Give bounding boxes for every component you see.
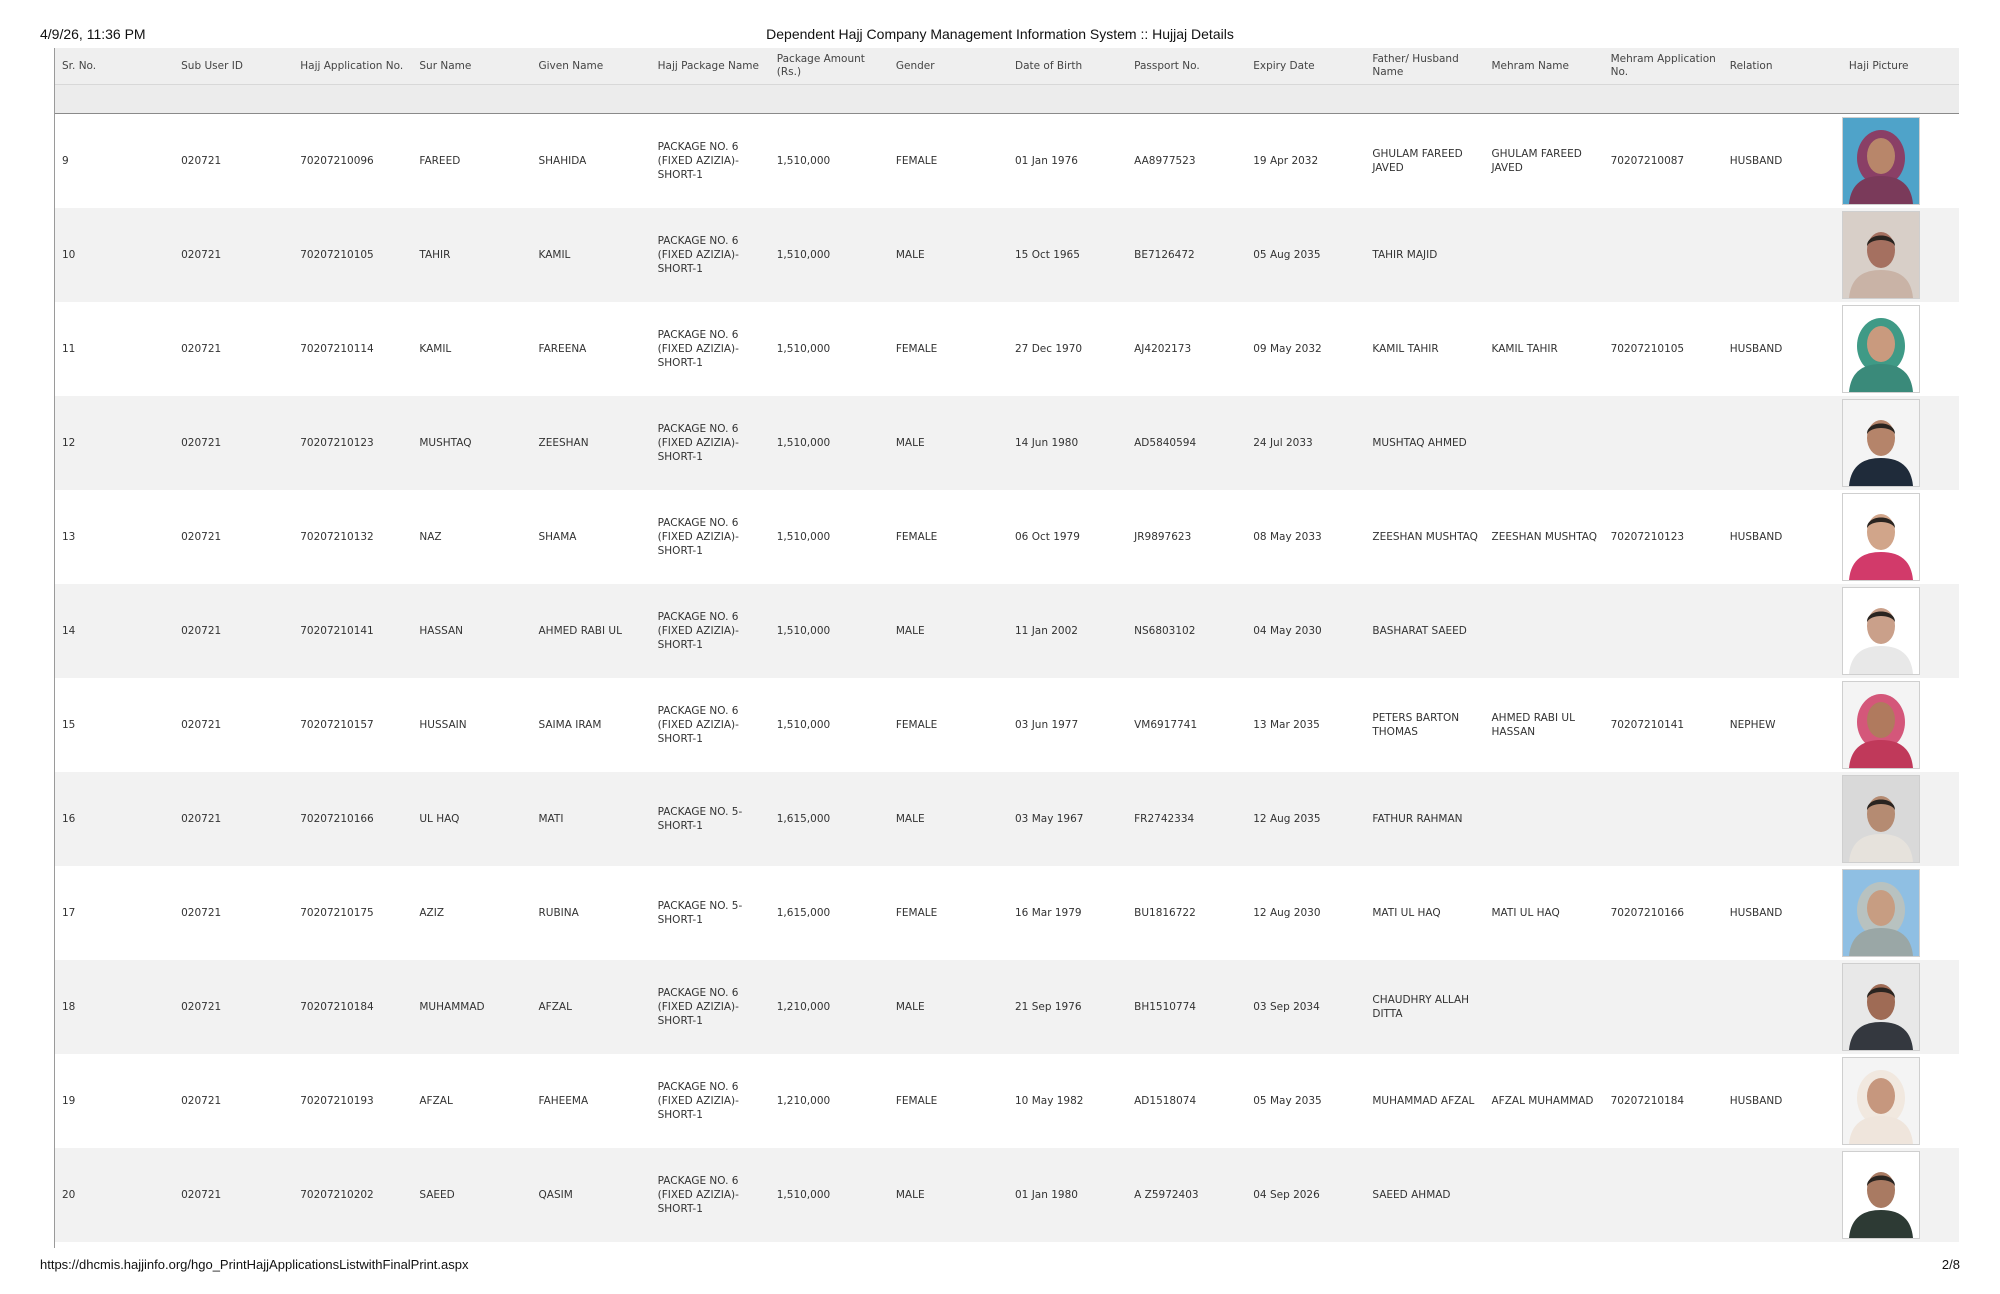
cell-application-no: 70207210184 (293, 960, 412, 1054)
column-header-sr-no: Sr. No. (55, 48, 174, 85)
cell-haji-picture (1842, 396, 1959, 490)
cell-application-no: 70207210202 (293, 1148, 412, 1242)
cell-mehram-application-no: 70207210087 (1604, 114, 1723, 209)
cell-relation (1723, 208, 1842, 302)
cell-mehram-name: AFZAL MUHAMMAD (1485, 1054, 1604, 1148)
cell-given-name: AHMED RABI UL (532, 584, 651, 678)
cell-mehram-name: MATI UL HAQ (1485, 866, 1604, 960)
haji-portrait-image (1843, 588, 1919, 674)
cell-date-of-birth: 27 Dec 1970 (1008, 302, 1127, 396)
cell-mehram-application-no: 70207210123 (1604, 490, 1723, 584)
cell-given-name: FAREENA (532, 302, 651, 396)
cell-given-name: SHAMA (532, 490, 651, 584)
cell-package-amount: 1,510,000 (770, 208, 889, 302)
cell-gender: FEMALE (889, 1054, 1008, 1148)
cell-sur-name: AFZAL (412, 1054, 531, 1148)
cell-haji-picture (1842, 208, 1959, 302)
table-header-row (55, 48, 1959, 85)
haji-photo (1842, 399, 1920, 487)
cell-sub-user-id: 020721 (174, 678, 293, 772)
cell-father-husband-name: CHAUDHRY ALLAH DITTA (1365, 960, 1484, 1054)
cell-package-amount: 1,510,000 (770, 302, 889, 396)
cell-sr-no: 17 (55, 866, 174, 960)
cell-expiry-date: 19 Apr 2032 (1246, 114, 1365, 209)
cell-mehram-application-no (1604, 584, 1723, 678)
column-header-expiry-date: Expiry Date (1246, 48, 1365, 85)
cell-passport-no: AA8977523 (1127, 114, 1246, 209)
column-header-package-amount: Package Amount (Rs.) (770, 48, 889, 85)
cell-application-no: 70207210123 (293, 396, 412, 490)
cell-mehram-application-no: 70207210105 (1604, 302, 1723, 396)
cell-father-husband-name: MUHAMMAD AFZAL (1365, 1054, 1484, 1148)
cell-sub-user-id: 020721 (174, 866, 293, 960)
cell-package-name: PACKAGE NO. 6 (FIXED AZIZIA)-SHORT-1 (651, 1054, 770, 1148)
cell-sr-no: 11 (55, 302, 174, 396)
cell-date-of-birth: 06 Oct 1979 (1008, 490, 1127, 584)
cell-package-amount: 1,510,000 (770, 1148, 889, 1242)
haji-photo (1842, 963, 1920, 1051)
table-row (55, 1148, 1959, 1242)
cell-father-husband-name: SAEED AHMAD (1365, 1148, 1484, 1242)
haji-portrait-image (1843, 1152, 1919, 1238)
column-header-mehram-application-no: Mehram Application No. (1604, 48, 1723, 85)
haji-photo (1842, 1057, 1920, 1145)
cell-package-name: PACKAGE NO. 6 (FIXED AZIZIA)-SHORT-1 (651, 490, 770, 584)
cell-gender: MALE (889, 772, 1008, 866)
cell-date-of-birth: 03 May 1967 (1008, 772, 1127, 866)
cell-sub-user-id: 020721 (174, 1054, 293, 1148)
cell-given-name: MATI (532, 772, 651, 866)
cell-given-name: ZEESHAN (532, 396, 651, 490)
cell-expiry-date: 12 Aug 2035 (1246, 772, 1365, 866)
cell-relation (1723, 960, 1842, 1054)
table-row (55, 866, 1959, 960)
cell-sur-name: SAEED (412, 1148, 531, 1242)
cell-sur-name: HASSAN (412, 584, 531, 678)
cell-application-no: 70207210114 (293, 302, 412, 396)
table-row (55, 584, 1959, 678)
cell-application-no: 70207210166 (293, 772, 412, 866)
cell-father-husband-name: GHULAM FAREED JAVED (1365, 114, 1484, 209)
column-header-haji-picture: Haji Picture (1842, 48, 1959, 85)
cell-father-husband-name: FATHUR RAHMAN (1365, 772, 1484, 866)
cell-sub-user-id: 020721 (174, 584, 293, 678)
cell-father-husband-name: PETERS BARTON THOMAS (1365, 678, 1484, 772)
print-footer (40, 1257, 1960, 1277)
cell-application-no: 70207210193 (293, 1054, 412, 1148)
cell-haji-picture (1842, 1054, 1959, 1148)
cell-given-name: QASIM (532, 1148, 651, 1242)
column-header-sur-name: Sur Name (412, 48, 531, 85)
haji-portrait-image (1843, 964, 1919, 1050)
cell-mehram-name: GHULAM FAREED JAVED (1485, 114, 1604, 209)
cell-haji-picture (1842, 678, 1959, 772)
cell-haji-picture (1842, 490, 1959, 584)
cell-passport-no: JR9897623 (1127, 490, 1246, 584)
haji-portrait-image (1843, 118, 1919, 204)
cell-application-no: 70207210105 (293, 208, 412, 302)
cell-passport-no: BH1510774 (1127, 960, 1246, 1054)
column-header-relation: Relation (1723, 48, 1842, 85)
haji-photo (1842, 587, 1920, 675)
hujjaj-details-table-container (54, 48, 1959, 1248)
cell-gender: MALE (889, 584, 1008, 678)
haji-photo (1842, 305, 1920, 393)
cell-haji-picture (1842, 584, 1959, 678)
cell-package-amount: 1,510,000 (770, 114, 889, 209)
print-datetime: 4/9/26, 11:36 PM (40, 26, 146, 42)
cell-mehram-name: KAMIL TAHIR (1485, 302, 1604, 396)
cell-package-amount: 1,510,000 (770, 396, 889, 490)
cell-sr-no: 15 (55, 678, 174, 772)
haji-photo (1842, 211, 1920, 299)
cell-sr-no: 12 (55, 396, 174, 490)
table-row (55, 490, 1959, 584)
cell-sur-name: FAREED (412, 114, 531, 209)
table-row (55, 1054, 1959, 1148)
cell-mehram-name: ZEESHAN MUSHTAQ (1485, 490, 1604, 584)
cell-relation: HUSBAND (1723, 114, 1842, 209)
cell-mehram-application-no: 70207210184 (1604, 1054, 1723, 1148)
cell-mehram-application-no (1604, 960, 1723, 1054)
cell-relation: HUSBAND (1723, 866, 1842, 960)
cell-application-no: 70207210175 (293, 866, 412, 960)
cell-father-husband-name: MATI UL HAQ (1365, 866, 1484, 960)
cell-package-name: PACKAGE NO. 6 (FIXED AZIZIA)-SHORT-1 (651, 678, 770, 772)
cell-application-no: 70207210157 (293, 678, 412, 772)
cell-passport-no: BE7126472 (1127, 208, 1246, 302)
cell-date-of-birth: 01 Jan 1980 (1008, 1148, 1127, 1242)
cell-date-of-birth: 01 Jan 1976 (1008, 114, 1127, 209)
cell-mehram-application-no: 70207210141 (1604, 678, 1723, 772)
haji-portrait-image (1843, 1058, 1919, 1144)
cell-expiry-date: 05 Aug 2035 (1246, 208, 1365, 302)
column-header-package-name: Hajj Package Name (651, 48, 770, 85)
haji-portrait-image (1843, 682, 1919, 768)
table-row (55, 772, 1959, 866)
table-row (55, 396, 1959, 490)
haji-photo (1842, 775, 1920, 863)
cell-sr-no: 19 (55, 1054, 174, 1148)
cell-sr-no: 20 (55, 1148, 174, 1242)
page-number: 2/8 (1941, 1257, 1960, 1272)
cell-sub-user-id: 020721 (174, 490, 293, 584)
cell-gender: FEMALE (889, 114, 1008, 209)
cell-passport-no: NS6803102 (1127, 584, 1246, 678)
cell-application-no: 70207210132 (293, 490, 412, 584)
cell-haji-picture (1842, 866, 1959, 960)
table-row (55, 302, 1959, 396)
cell-haji-picture (1842, 302, 1959, 396)
cell-gender: FEMALE (889, 302, 1008, 396)
cell-relation (1723, 1148, 1842, 1242)
haji-portrait-image (1843, 870, 1919, 956)
cell-mehram-name: AHMED RABI UL HASSAN (1485, 678, 1604, 772)
cell-expiry-date: 08 May 2033 (1246, 490, 1365, 584)
cell-sur-name: TAHIR (412, 208, 531, 302)
hujjaj-details-table (55, 48, 1959, 1242)
cell-date-of-birth: 11 Jan 2002 (1008, 584, 1127, 678)
haji-photo (1842, 681, 1920, 769)
cell-gender: MALE (889, 960, 1008, 1054)
cell-given-name: FAHEEMA (532, 1054, 651, 1148)
cell-mehram-application-no (1604, 396, 1723, 490)
cell-passport-no: FR2742334 (1127, 772, 1246, 866)
cell-mehram-application-no (1604, 208, 1723, 302)
table-row (55, 208, 1959, 302)
cell-sr-no: 9 (55, 114, 174, 209)
cell-gender: MALE (889, 208, 1008, 302)
table-header-spacer (55, 85, 1959, 114)
cell-relation: HUSBAND (1723, 302, 1842, 396)
cell-mehram-name (1485, 772, 1604, 866)
cell-gender: MALE (889, 1148, 1008, 1242)
cell-sur-name: MUSHTAQ (412, 396, 531, 490)
cell-sub-user-id: 020721 (174, 960, 293, 1054)
cell-package-amount: 1,210,000 (770, 960, 889, 1054)
cell-sr-no: 18 (55, 960, 174, 1054)
cell-haji-picture (1842, 114, 1959, 209)
cell-mehram-name (1485, 584, 1604, 678)
cell-father-husband-name: ZEESHAN MUSHTAQ (1365, 490, 1484, 584)
cell-given-name: KAMIL (532, 208, 651, 302)
cell-expiry-date: 05 May 2035 (1246, 1054, 1365, 1148)
cell-package-amount: 1,615,000 (770, 772, 889, 866)
table-row (55, 114, 1959, 209)
cell-mehram-name (1485, 960, 1604, 1054)
cell-application-no: 70207210141 (293, 584, 412, 678)
haji-photo (1842, 869, 1920, 957)
column-header-sub-user-id: Sub User ID (174, 48, 293, 85)
cell-haji-picture (1842, 1148, 1959, 1242)
cell-package-amount: 1,615,000 (770, 866, 889, 960)
table-body (55, 114, 1959, 1243)
cell-date-of-birth: 03 Jun 1977 (1008, 678, 1127, 772)
cell-relation: NEPHEW (1723, 678, 1842, 772)
cell-sur-name: NAZ (412, 490, 531, 584)
cell-gender: MALE (889, 396, 1008, 490)
cell-application-no: 70207210096 (293, 114, 412, 209)
cell-package-amount: 1,510,000 (770, 584, 889, 678)
cell-mehram-name (1485, 396, 1604, 490)
cell-package-amount: 1,510,000 (770, 490, 889, 584)
cell-gender: FEMALE (889, 678, 1008, 772)
cell-mehram-name (1485, 1148, 1604, 1242)
cell-passport-no: AJ4202173 (1127, 302, 1246, 396)
cell-expiry-date: 13 Mar 2035 (1246, 678, 1365, 772)
cell-sr-no: 10 (55, 208, 174, 302)
cell-date-of-birth: 15 Oct 1965 (1008, 208, 1127, 302)
cell-package-name: PACKAGE NO. 6 (FIXED AZIZIA)-SHORT-1 (651, 208, 770, 302)
cell-father-husband-name: MUSHTAQ AHMED (1365, 396, 1484, 490)
cell-mehram-name (1485, 208, 1604, 302)
cell-given-name: RUBINA (532, 866, 651, 960)
haji-portrait-image (1843, 400, 1919, 486)
table-header-spacer-row (55, 85, 1959, 114)
cell-sr-no: 16 (55, 772, 174, 866)
cell-expiry-date: 03 Sep 2034 (1246, 960, 1365, 1054)
cell-father-husband-name: BASHARAT SAEED (1365, 584, 1484, 678)
table-row (55, 678, 1959, 772)
cell-date-of-birth: 21 Sep 1976 (1008, 960, 1127, 1054)
cell-expiry-date: 04 Sep 2026 (1246, 1148, 1365, 1242)
cell-father-husband-name: TAHIR MAJID (1365, 208, 1484, 302)
cell-mehram-application-no (1604, 1148, 1723, 1242)
cell-relation (1723, 396, 1842, 490)
haji-photo (1842, 117, 1920, 205)
cell-expiry-date: 09 May 2032 (1246, 302, 1365, 396)
cell-passport-no: AD1518074 (1127, 1054, 1246, 1148)
cell-given-name: AFZAL (532, 960, 651, 1054)
cell-relation (1723, 772, 1842, 866)
cell-date-of-birth: 14 Jun 1980 (1008, 396, 1127, 490)
cell-package-name: PACKAGE NO. 6 (FIXED AZIZIA)-SHORT-1 (651, 114, 770, 209)
cell-date-of-birth: 10 May 1982 (1008, 1054, 1127, 1148)
cell-package-name: PACKAGE NO. 6 (FIXED AZIZIA)-SHORT-1 (651, 302, 770, 396)
cell-gender: FEMALE (889, 866, 1008, 960)
cell-passport-no: BU1816722 (1127, 866, 1246, 960)
cell-sr-no: 13 (55, 490, 174, 584)
haji-portrait-image (1843, 494, 1919, 580)
cell-sur-name: UL HAQ (412, 772, 531, 866)
cell-sub-user-id: 020721 (174, 208, 293, 302)
cell-haji-picture (1842, 960, 1959, 1054)
cell-mehram-application-no (1604, 772, 1723, 866)
cell-relation: HUSBAND (1723, 490, 1842, 584)
print-url: https://dhcmis.hajjinfo.org/hgo_PrintHajjApplicationsListwithFinalPrint.aspx (40, 1257, 469, 1272)
table-row (55, 960, 1959, 1054)
cell-gender: FEMALE (889, 490, 1008, 584)
haji-portrait-image (1843, 212, 1919, 298)
cell-package-name: PACKAGE NO. 6 (FIXED AZIZIA)-SHORT-1 (651, 584, 770, 678)
cell-sr-no: 14 (55, 584, 174, 678)
cell-sub-user-id: 020721 (174, 302, 293, 396)
cell-package-name: PACKAGE NO. 6 (FIXED AZIZIA)-SHORT-1 (651, 1148, 770, 1242)
cell-father-husband-name: KAMIL TAHIR (1365, 302, 1484, 396)
column-header-gender: Gender (889, 48, 1008, 85)
cell-sub-user-id: 020721 (174, 1148, 293, 1242)
cell-sub-user-id: 020721 (174, 114, 293, 209)
cell-expiry-date: 24 Jul 2033 (1246, 396, 1365, 490)
column-header-application-no: Hajj Application No. (293, 48, 412, 85)
page-title: Dependent Hajj Company Management Information System :: Hujjaj Details (766, 26, 1234, 42)
cell-sub-user-id: 020721 (174, 396, 293, 490)
cell-relation: HUSBAND (1723, 1054, 1842, 1148)
column-header-date-of-birth: Date of Birth (1008, 48, 1127, 85)
cell-haji-picture (1842, 772, 1959, 866)
cell-sur-name: MUHAMMAD (412, 960, 531, 1054)
cell-sur-name: HUSSAIN (412, 678, 531, 772)
cell-passport-no: AD5840594 (1127, 396, 1246, 490)
column-header-passport-no: Passport No. (1127, 48, 1246, 85)
cell-given-name: SAIMA IRAM (532, 678, 651, 772)
cell-passport-no: A Z5972403 (1127, 1148, 1246, 1242)
cell-package-amount: 1,210,000 (770, 1054, 889, 1148)
cell-package-name: PACKAGE NO. 5-SHORT-1 (651, 772, 770, 866)
cell-sur-name: AZIZ (412, 866, 531, 960)
cell-sub-user-id: 020721 (174, 772, 293, 866)
cell-package-amount: 1,510,000 (770, 678, 889, 772)
cell-expiry-date: 04 May 2030 (1246, 584, 1365, 678)
cell-relation (1723, 584, 1842, 678)
cell-expiry-date: 12 Aug 2030 (1246, 866, 1365, 960)
cell-package-name: PACKAGE NO. 6 (FIXED AZIZIA)-SHORT-1 (651, 960, 770, 1054)
haji-photo (1842, 493, 1920, 581)
print-header (40, 22, 1960, 42)
haji-portrait-image (1843, 306, 1919, 392)
cell-given-name: SHAHIDA (532, 114, 651, 209)
cell-passport-no: VM6917741 (1127, 678, 1246, 772)
cell-sur-name: KAMIL (412, 302, 531, 396)
haji-photo (1842, 1151, 1920, 1239)
cell-mehram-application-no: 70207210166 (1604, 866, 1723, 960)
cell-package-name: PACKAGE NO. 6 (FIXED AZIZIA)-SHORT-1 (651, 396, 770, 490)
column-header-given-name: Given Name (532, 48, 651, 85)
column-header-father-husband-name: Father/ Husband Name (1365, 48, 1484, 85)
cell-package-name: PACKAGE NO. 5-SHORT-1 (651, 866, 770, 960)
haji-portrait-image (1843, 776, 1919, 862)
cell-date-of-birth: 16 Mar 1979 (1008, 866, 1127, 960)
column-header-mehram-name: Mehram Name (1485, 48, 1604, 85)
